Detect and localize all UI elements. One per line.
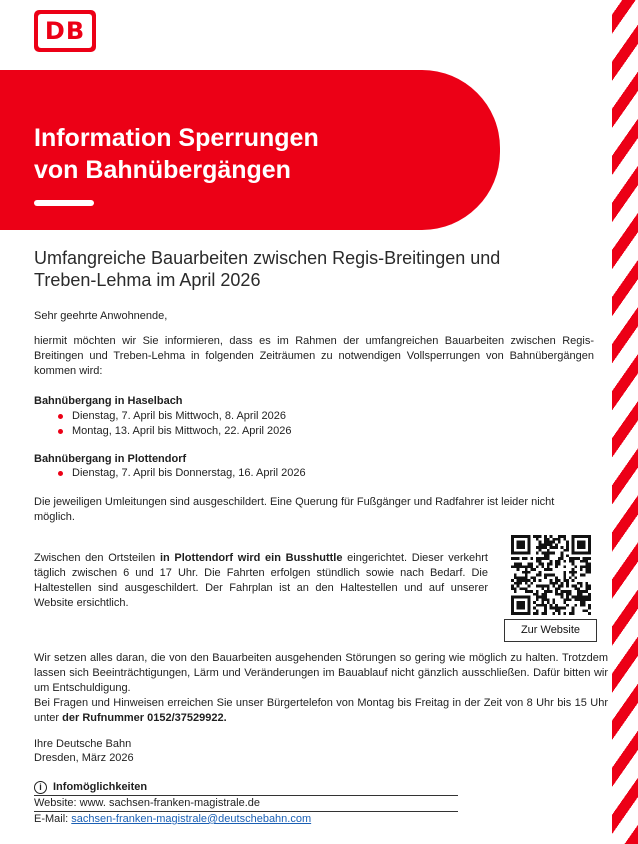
title-banner xyxy=(0,70,500,230)
plottendorf-date-list xyxy=(58,466,306,481)
page-title: Information Sperrungen von Bahnübergängen xyxy=(34,124,319,184)
crossing-heading-plottendorf: Bahnübergang in Plottendorf xyxy=(34,453,187,465)
apology-paragraph: Wir setzen alles daran, die von den Bauarbeiten ausgehenden Störungen so gering wie möglich zu halten. Trotzdem lassen sich Beeinträchtigungen, Lärm und Veränderungen im Bauablauf nicht gänzlich ausschließen. Dafür bitten wir um Entschuldigung. xyxy=(34,652,608,694)
list-item: Montag, 13. April bis Mittwoch, 22. April 2026 xyxy=(58,424,292,439)
shuttle-paragraph: Zwischen den Ortsteilen in Plottendorf wird ein Busshuttle eingerichtet. Dieser verkehrt täglich zwischen 6 und 17 Uhr. Die Fahrten erfolgen stündlich sowie nach Bedarf. Die Haltestellen sind ausgeschildert. Der Fahrplan ist an den Haltestellen und auf unserer Website ersichtlich. xyxy=(34,552,488,609)
list-item: Dienstag, 7. April bis Donnerstag, 16. April 2026 xyxy=(58,466,306,481)
subtitle: Umfangreiche Bauarbeiten zwischen Regis-Breitingen und Treben-Lehma im April 2026 xyxy=(34,248,501,290)
logo-text: DB xyxy=(44,17,86,45)
salutation: Sehr geehrte Anwohnende, xyxy=(34,310,168,322)
haselbach-date-list xyxy=(58,409,292,439)
info-heading: i Infomöglichkeiten xyxy=(34,779,458,795)
decorative-stripes xyxy=(612,0,638,844)
crossing-heading-haselbach: Bahnübergang in Haselbach xyxy=(34,395,183,407)
list-item: Dienstag, 7. April bis Mittwoch, 8. April 2026 xyxy=(58,409,292,424)
info-icon: i xyxy=(34,781,47,794)
hotline-paragraph: Bei Fragen und Hinweisen erreichen Sie unser Bürgertelefon von Montag bis Freitag in der Zeit von 8 Uhr bis 15 Uhr unter der Rufnummer 0152/37529922. xyxy=(34,697,608,724)
intro-paragraph: hiermit möchten wir Sie informieren, dass es im Rahmen der umfangreichen Bauarbeiten zwischen Regis-Breitingen und Treben-Lehma in folgenden Zeiträumen zu notwendigen Vollsperrungen von Bahnübergängen kommen wird: xyxy=(34,335,594,377)
detour-paragraph: Die jeweiligen Umleitungen sind ausgeschildert. Eine Querung für Fußgänger und Radfahrer ist leider nicht möglich. xyxy=(34,496,555,523)
closing: Ihre Deutsche Bahn xyxy=(34,738,132,750)
title-underline xyxy=(34,200,94,206)
qr-code-icon[interactable] xyxy=(511,535,591,615)
db-logo xyxy=(34,10,96,52)
place-date: Dresden, März 2026 xyxy=(34,752,134,764)
email-line: E-Mail: sachsen-franken-magistrale@deutschebahn.com xyxy=(34,813,312,825)
website-line: Website: www. sachsen-franken-magistrale.de xyxy=(34,797,261,809)
email-link[interactable]: sachsen-franken-magistrale@deutschebahn.com xyxy=(71,813,312,825)
website-button[interactable]: Zur Website xyxy=(504,619,597,642)
